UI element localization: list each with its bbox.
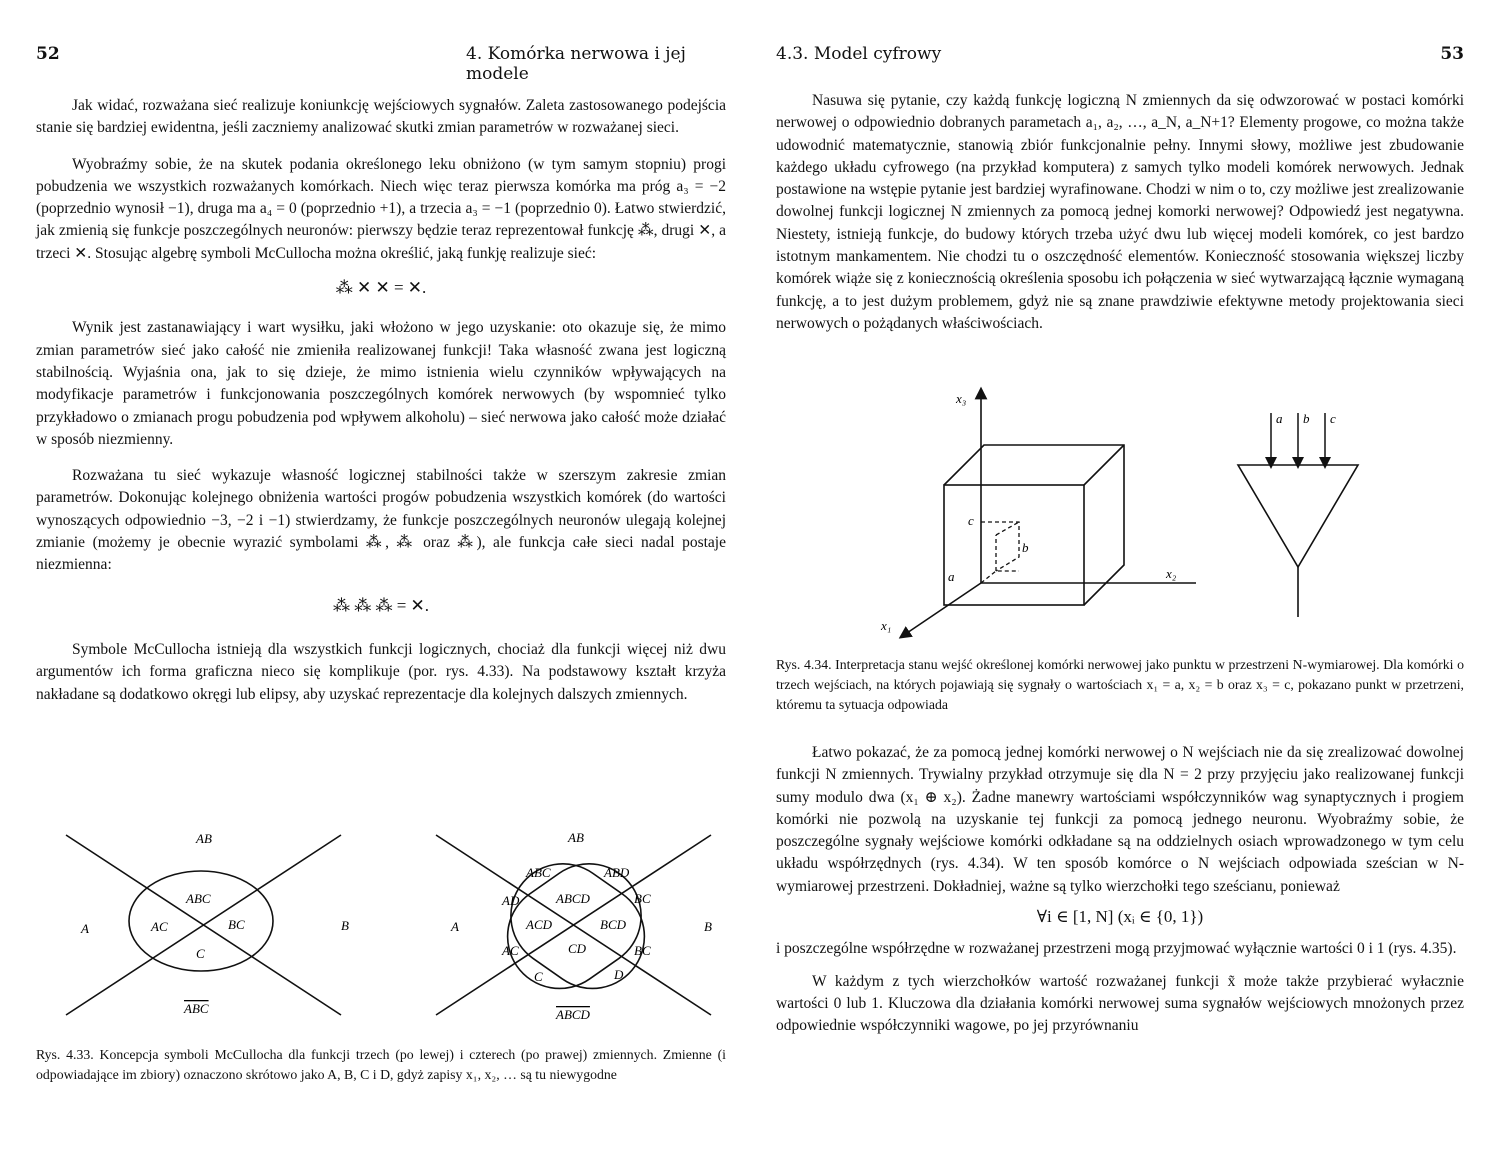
formula: ⁂ ✕ ✕ = ✕.: [335, 278, 427, 298]
label: CD: [568, 941, 587, 956]
three-variable-symbol: [66, 831, 349, 1016]
label: D: [614, 967, 624, 982]
neuron-symbol: [1238, 411, 1358, 617]
input-label-b: b: [1303, 411, 1310, 426]
label: BC: [634, 943, 651, 958]
paragraph: Symbole McCullocha istnieją dla wszystkich funkcji logicznych, chociaż dla funkcji więcej niż dwu argumentów ich forma graficzna nieco się komplikuje (por. rys. 4.33). Na podstawowy kształt krzyża nakładane są dodatkowo okręgi lub elipsy, aby uzyskać reprezentacje dla kolejnych dalszych zmiennych.: [36, 640, 726, 703]
label: ABC: [184, 1001, 209, 1016]
label: BC: [228, 917, 245, 932]
right-body-bottom: [776, 742, 1464, 1038]
input-label-a: a: [1276, 411, 1283, 426]
label: AC: [151, 919, 168, 934]
label: AB: [568, 830, 584, 845]
figure-caption: Rys. 4.34. Interpretacja stanu wejść określonej komórki nerwowej jako punktu w przestrzeni N-wymiarowej. Dla komórki o trzech wejściach, na których pojawiają się sygnały o wartościach x₁ = a, x₂ = b oraz x₃ = c, pokazano punkt w przetrzeni, któremu ta sytuacja odpowiada: [776, 657, 1464, 712]
formula: ∀i ∈ [1, N] (xᵢ ∈ {0, 1}): [1036, 907, 1204, 927]
label: ABD: [604, 865, 630, 880]
paragraph: Rozważana tu sieć wykazuje własność logicznej stabilności także w szerszym zakresie zmian parametrów. Dokonując kolejnego obniżenia wartości progów pobudzenia wszystkich komórek (do wartości wynoszących odpowiednio −3, −2 i −1) stwierdzamy, że funkcje poszczególnych neuronów ulegają kolejnej zmianie (możemy je obecnie wyrazić symbolami ⁂, ⁂ oraz ⁂), ale funkcja całe sieci nadal postaje niezmienna:: [36, 467, 726, 574]
formula: ⁂ ⁂ ⁂ = ✕.: [332, 595, 430, 615]
label: ACD: [526, 917, 552, 932]
paragraph: Jak widać, rozważana sieć realizuje koniunkcję wejściowych sygnałów. Zaleta zastosowanego podejścia stanie się bardziej ewidentna, jeśli zaczniemy analizować skutki zmian parametrów w rozważanej sieci.: [36, 97, 726, 137]
figure-mcculloch-symbols: [56, 825, 746, 1025]
label: A: [81, 921, 89, 936]
label: BCD: [600, 917, 626, 932]
label: C: [196, 946, 205, 961]
label: B: [341, 918, 349, 933]
label: AC: [502, 943, 519, 958]
paragraph: Nasuwa się pytanie, czy każdą funkcję logiczną N zmiennych da się odwzorować w postaci komórki nerwowej o odpowiednio dobranych parametach a₁, a₂, …, a_N, a_N+1? Elementy progowe, co można także udowodnić matematycznie, stanowią zbiór funkcjonalnie pełny. Innymi słowy, możliwe jest zbudowanie każdego układu cyfrowego (na przykład komputera) z samych tylko modeli komórek nerwowych. Jednak postawione na wstępie pytanie jest bardziej wyrafinowane. Chodzi w nim o to, czy możliwe jest zrealizowanie dowolnej funkcji logicznej N zmiennych za pomocą jednej komorki nerwowej? Odpowiedź jest negatywna. Niestety, istnieją funkcje, do budowy których trzeba użyć dwu lub więcej modeli komórek, co jest bardzo istotnym mankamentem. Nie chodzi tu o oszczędność elementów. Konieczność stosowania większej liczby komórek wiąże się z koniecznością określenia sposobu ich połączenia w sieć wytwarzającą łącznie wymaganą funkcję, a to jest dużym problemem, gdyż nie są znane prawdziwie efektywne metody projektowania sieci nerwowych o pożądanych właściwościach.: [776, 92, 1464, 332]
four-variable-symbol: [436, 830, 712, 1022]
label: ABC: [526, 865, 551, 880]
axis-label-x3: x₃: [956, 391, 967, 406]
label: ABCD: [556, 891, 590, 906]
figure-caption: Rys. 4.33. Koncepcja symboli McCullocha dla funkcji trzech (po lewej) i czterech (po prawej) zmiennych. Zmienne (i odpowiadające im zbiory) oznaczono skrótowo jako A, B, C i D, gdyż zapisy x₁, x₂, … są tu niewygodne: [36, 1047, 726, 1082]
paragraph: Łatwo pokazać, że za pomocą jednej komórki nerwowej o N wejściach nie da się zrealizować dowolnej funkcji N zmiennych. Trywialny przykład otrzymuje się dla N = 2 przy przyjęciu jako realizowanej funkcji sumy modulo dwa (x₁ ⊕ x₂). Żadne manewry wartościami współczynników wag synaptycznych i progiem komórki nie pozwolą na uzyskanie tej funkcji za pomocą jednego neuronu. Wyobraźmy sobie, że poszczególne sygnały wejściowe komórki odkładane są na oddzielnych osiach wprowadzonego w tym celu układu współrzędnych (rys. 4.34). W ten sposób komórce o N wejściach odpowiada sześcian w N-wymiarowej przestrzeni. Dokładniej, ważne są tylko wierzchołki tego sześcianu, ponieważ: [776, 744, 1464, 895]
left-page: [36, 0, 726, 1155]
page-number: 52: [36, 44, 60, 64]
label: B: [704, 919, 712, 934]
running-head: 4.3. Model cyfrowy: [776, 44, 942, 64]
label-c: c: [968, 513, 974, 528]
axis-label-x1: x₁: [881, 618, 892, 633]
label: AD: [502, 893, 520, 908]
label-b: b: [1022, 540, 1029, 555]
figure-cube-space: [876, 385, 1396, 645]
label: A: [451, 919, 459, 934]
paragraph: Wyobraźmy sobie, że na skutek podania określonego leku obniżono (w tym samym stopniu) progi pobudzenia we wszystkich rozważanych komórkach. Niech więc teraz pierwsza komórka ma próg a₃ = −2 (poprzednio wynosił −1), druga ma a₄ = 0 (poprzednio +1), a trzecia a₃ = −1 (poprzednio 0). Łatwo stwierdzić, jak zmienią się funkcje poszczególnych neuronów: pierwszy będzie teraz reprezentował funkcję ⁂, drugi ✕, a trzeci ✕. Stosując algebrę symboli McCullocha można określić, jaką funkję realizuje sieć:: [36, 155, 726, 262]
left-body: [36, 95, 726, 706]
label: BC: [634, 891, 651, 906]
input-label-c: c: [1330, 411, 1336, 426]
label: ABCD: [556, 1007, 590, 1022]
running-head: 4. Komórka nerwowa i jej modele: [466, 44, 686, 84]
paragraph: W każdym z tych wierzchołków wartość rozważanej funkcji x̃ może także przybierać wyłacznie wartości 0 lub 1. Kluczowa dla działania komórki nerwowej suma sygnałów wejściowych mnożonych przez odpowiednie współczynniki wagowe, po jej przyrównaniu: [776, 972, 1464, 1035]
label: C: [534, 969, 543, 984]
right-page: [776, 0, 1464, 1155]
axis-label-x2: x₂: [1166, 566, 1177, 581]
label: AB: [196, 831, 212, 846]
page-number: 53: [1440, 44, 1464, 64]
right-body-top: [776, 90, 1464, 335]
label: ABC: [186, 891, 211, 906]
paragraph: i poszczególne współrzędne w rozważanej przestrzeni mogą przyjmować wyłącznie wartości 0 i 1 (rys. 4.35).: [776, 940, 1457, 958]
paragraph: Wynik jest zastanawiający i wart wysiłku, jaki włożono w jego uzyskanie: oto okazuje się, że mimo zmian parametrów sieć jako całość nie zmieniła realizowanej funkcji! Taka własność zwana jest logiczną stabilnością. Wyjaśnia ona, jak to się dzieje, że mimo istnienia wielu czynników wpływających na modyfikacje parametrów i funkcjonowania poszczególnych komórek nerwowych (by wspomnieć tylko przykładowo o zmianach progu pobudzenia pod wpływem alkoholu) – sieć nerwowa jako całość może działać w sposób niezmienny.: [36, 319, 726, 448]
label-a: a: [948, 569, 955, 584]
